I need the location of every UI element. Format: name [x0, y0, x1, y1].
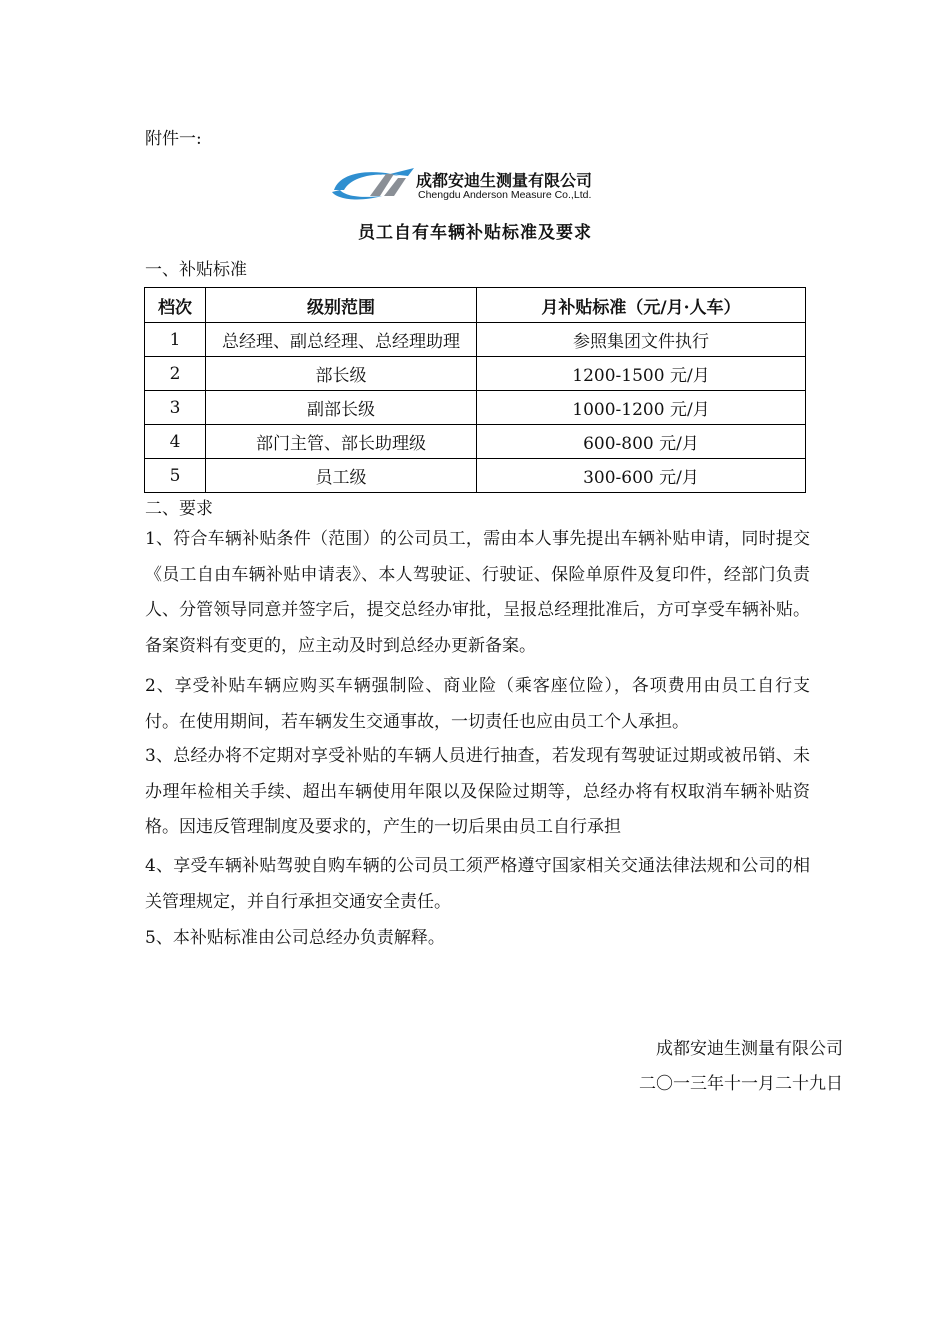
table-cell: 1	[145, 323, 206, 357]
company-logo	[330, 164, 630, 204]
table-cell: 部长级	[206, 357, 477, 391]
requirement-item: 4、享受车辆补贴驾驶自购车辆的公司员工须严格遵守国家相关交通法律法规和公司的相关管理规定，并自行承担交通安全责任。	[145, 856, 810, 912]
table-row	[145, 357, 806, 391]
table-cell: 1200-1500 元/月	[477, 357, 806, 391]
section-heading-requirements: 二、要求	[145, 499, 213, 519]
table-row	[145, 425, 806, 459]
attachment-label: 附件一:	[145, 129, 202, 149]
logo-company-cn: 成都安迪生测量有限公司	[416, 171, 593, 190]
table-cell: 参照集团文件执行	[477, 323, 806, 357]
table-cell: 3	[145, 391, 206, 425]
table-cell: 副部长级	[206, 391, 477, 425]
logo-company-en: Chengdu Anderson Measure Co.,Ltd.	[418, 189, 592, 201]
document-title: 员工自有车辆补贴标准及要求	[358, 223, 592, 243]
signature-company: 成都安迪生测量有限公司	[656, 1039, 843, 1059]
requirement-item: 5、本补贴标准由公司总经办负责解释。	[145, 928, 445, 948]
table-cell: 2	[145, 357, 206, 391]
table-row	[145, 323, 806, 357]
table-cell: 1000-1200 元/月	[477, 391, 806, 425]
table-header-cell: 月补贴标准（元/月·人车）	[477, 288, 806, 323]
table-cell: 员工级	[206, 459, 477, 493]
table-cell: 5	[145, 459, 206, 493]
table-header-row	[145, 288, 806, 323]
table-row	[145, 391, 806, 425]
signature-date: 二〇一三年十一月二十九日	[639, 1074, 843, 1094]
table-cell: 4	[145, 425, 206, 459]
table-cell: 总经理、副总经理、总经理助理	[206, 323, 477, 357]
requirement-item: 3、总经办将不定期对享受补贴的车辆人员进行抽查，若发现有驾驶证过期或被吊销、未办理年检相关手续、超出车辆使用年限以及保险过期等，总经办将有权取消车辆补贴资格。因违反管理制度及要求的，产生的一切后果由员工自行承担	[145, 746, 810, 837]
table-header-cell: 档次	[145, 288, 206, 323]
table-cell: 300-600 元/月	[477, 459, 806, 493]
logo-mark-icon	[330, 164, 416, 204]
table-header-cell: 级别范围	[206, 288, 477, 323]
section-heading-standard: 一、补贴标准	[145, 260, 247, 280]
requirement-item: 2、享受补贴车辆应购买车辆强制险、商业险（乘客座位险），各项费用由员工自行支付。在使用期间，若车辆发生交通事故，一切责任也应由员工个人承担。	[145, 676, 810, 732]
subsidy-table	[144, 287, 806, 493]
table-cell: 部门主管、部长助理级	[206, 425, 477, 459]
requirement-item: 1、符合车辆补贴条件（范围）的公司员工，需由本人事先提出车辆补贴申请，同时提交《员工自由车辆补贴申请表》、本人驾驶证、行驶证、保险单原件及复印件，经部门负责人、分管领导同意并签字后，提交总经办审批，呈报总经理批准后，方可享受车辆补贴。备案资料有变更的，应主动及时到总经办更新备案。	[145, 529, 810, 656]
table-row	[145, 459, 806, 493]
table-cell: 600-800 元/月	[477, 425, 806, 459]
